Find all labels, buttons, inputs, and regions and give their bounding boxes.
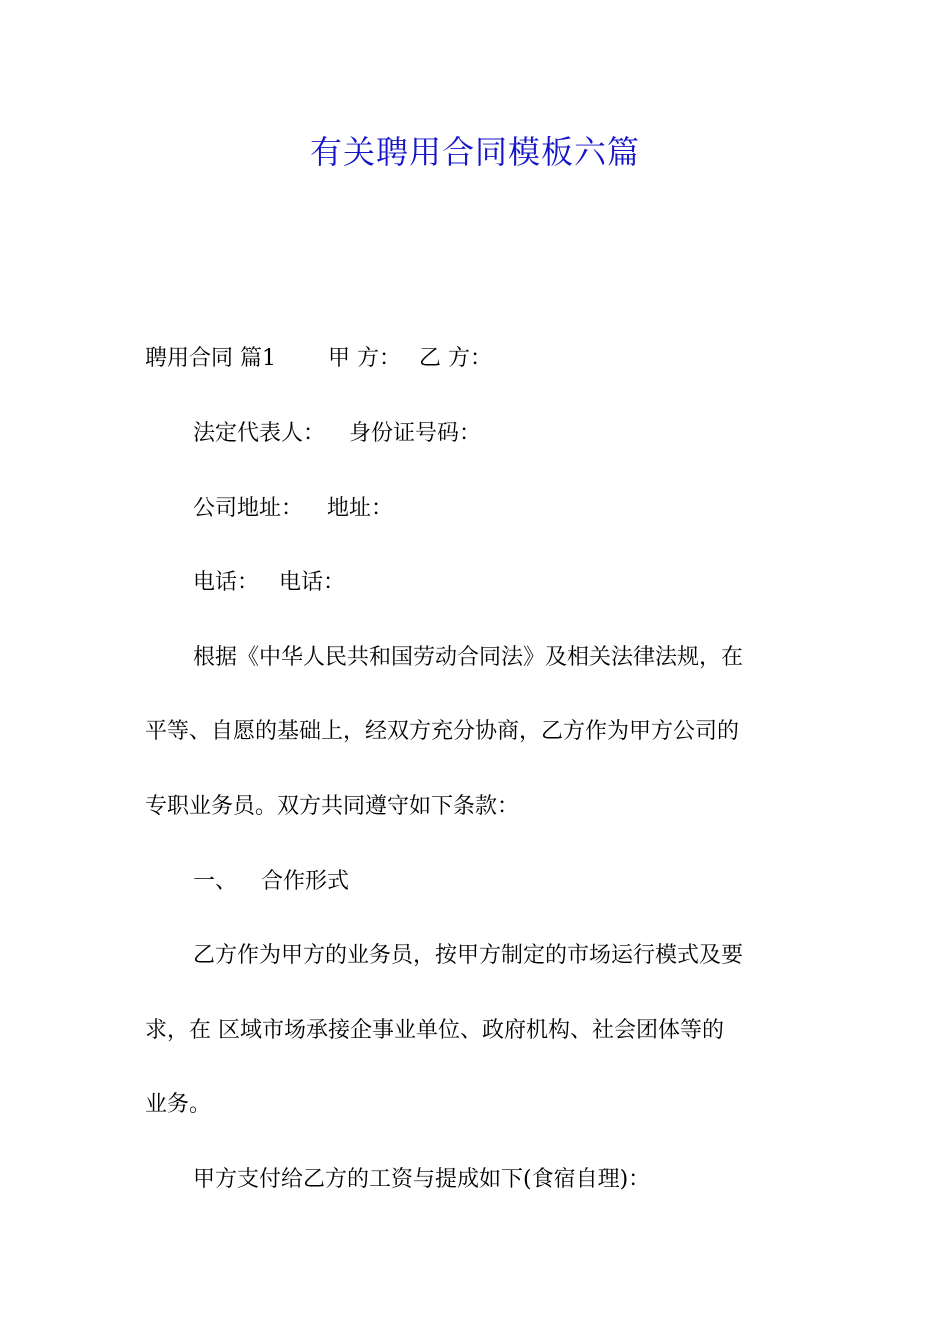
phone-b-label: 电话：	[279, 570, 346, 595]
section1-title: 合作形式	[261, 869, 350, 894]
company-address-label: 公司地址：	[193, 496, 304, 521]
address-label: 地址：	[327, 496, 394, 521]
paragraph3-line1: 甲方支付给乙方的工资与提成如下(食宿自理)：	[193, 1167, 651, 1192]
paragraph2-line3: 业务。	[145, 1092, 212, 1117]
paragraph2-line2: 求，在 区域市场承接企事业单位、政府机构、社会团体等的	[145, 1018, 724, 1043]
section1-number: 一、	[193, 869, 238, 894]
legal-rep-label: 法定代表人：	[193, 421, 326, 446]
phone-a-label: 电话：	[193, 570, 260, 595]
address-line	[193, 494, 810, 524]
phone-line	[193, 568, 810, 598]
paragraph1-line2: 平等、自愿的基础上，经双方充分协商，乙方作为甲方公司的	[145, 719, 740, 744]
party-b-label: 乙 方：	[419, 346, 492, 371]
party-a-label: 甲 方：	[328, 346, 401, 371]
document-title: 有关聘用合同模板六篇	[309, 133, 640, 171]
header-line	[145, 344, 810, 374]
paragraph1-line3: 专职业务员。双方共同遵守如下条款：	[145, 794, 520, 819]
contract-label: 聘用合同 篇1	[145, 346, 276, 371]
section1-heading	[193, 867, 810, 897]
paragraph2-line1: 乙方作为甲方的业务员，按甲方制定的市场运行模式及要	[193, 943, 744, 968]
id-number-label: 身份证号码：	[349, 421, 482, 446]
paragraph1-line1: 根据《中华人民共和国劳动合同法》及相关法律法规，在	[193, 645, 744, 670]
legal-rep-line	[193, 419, 810, 449]
